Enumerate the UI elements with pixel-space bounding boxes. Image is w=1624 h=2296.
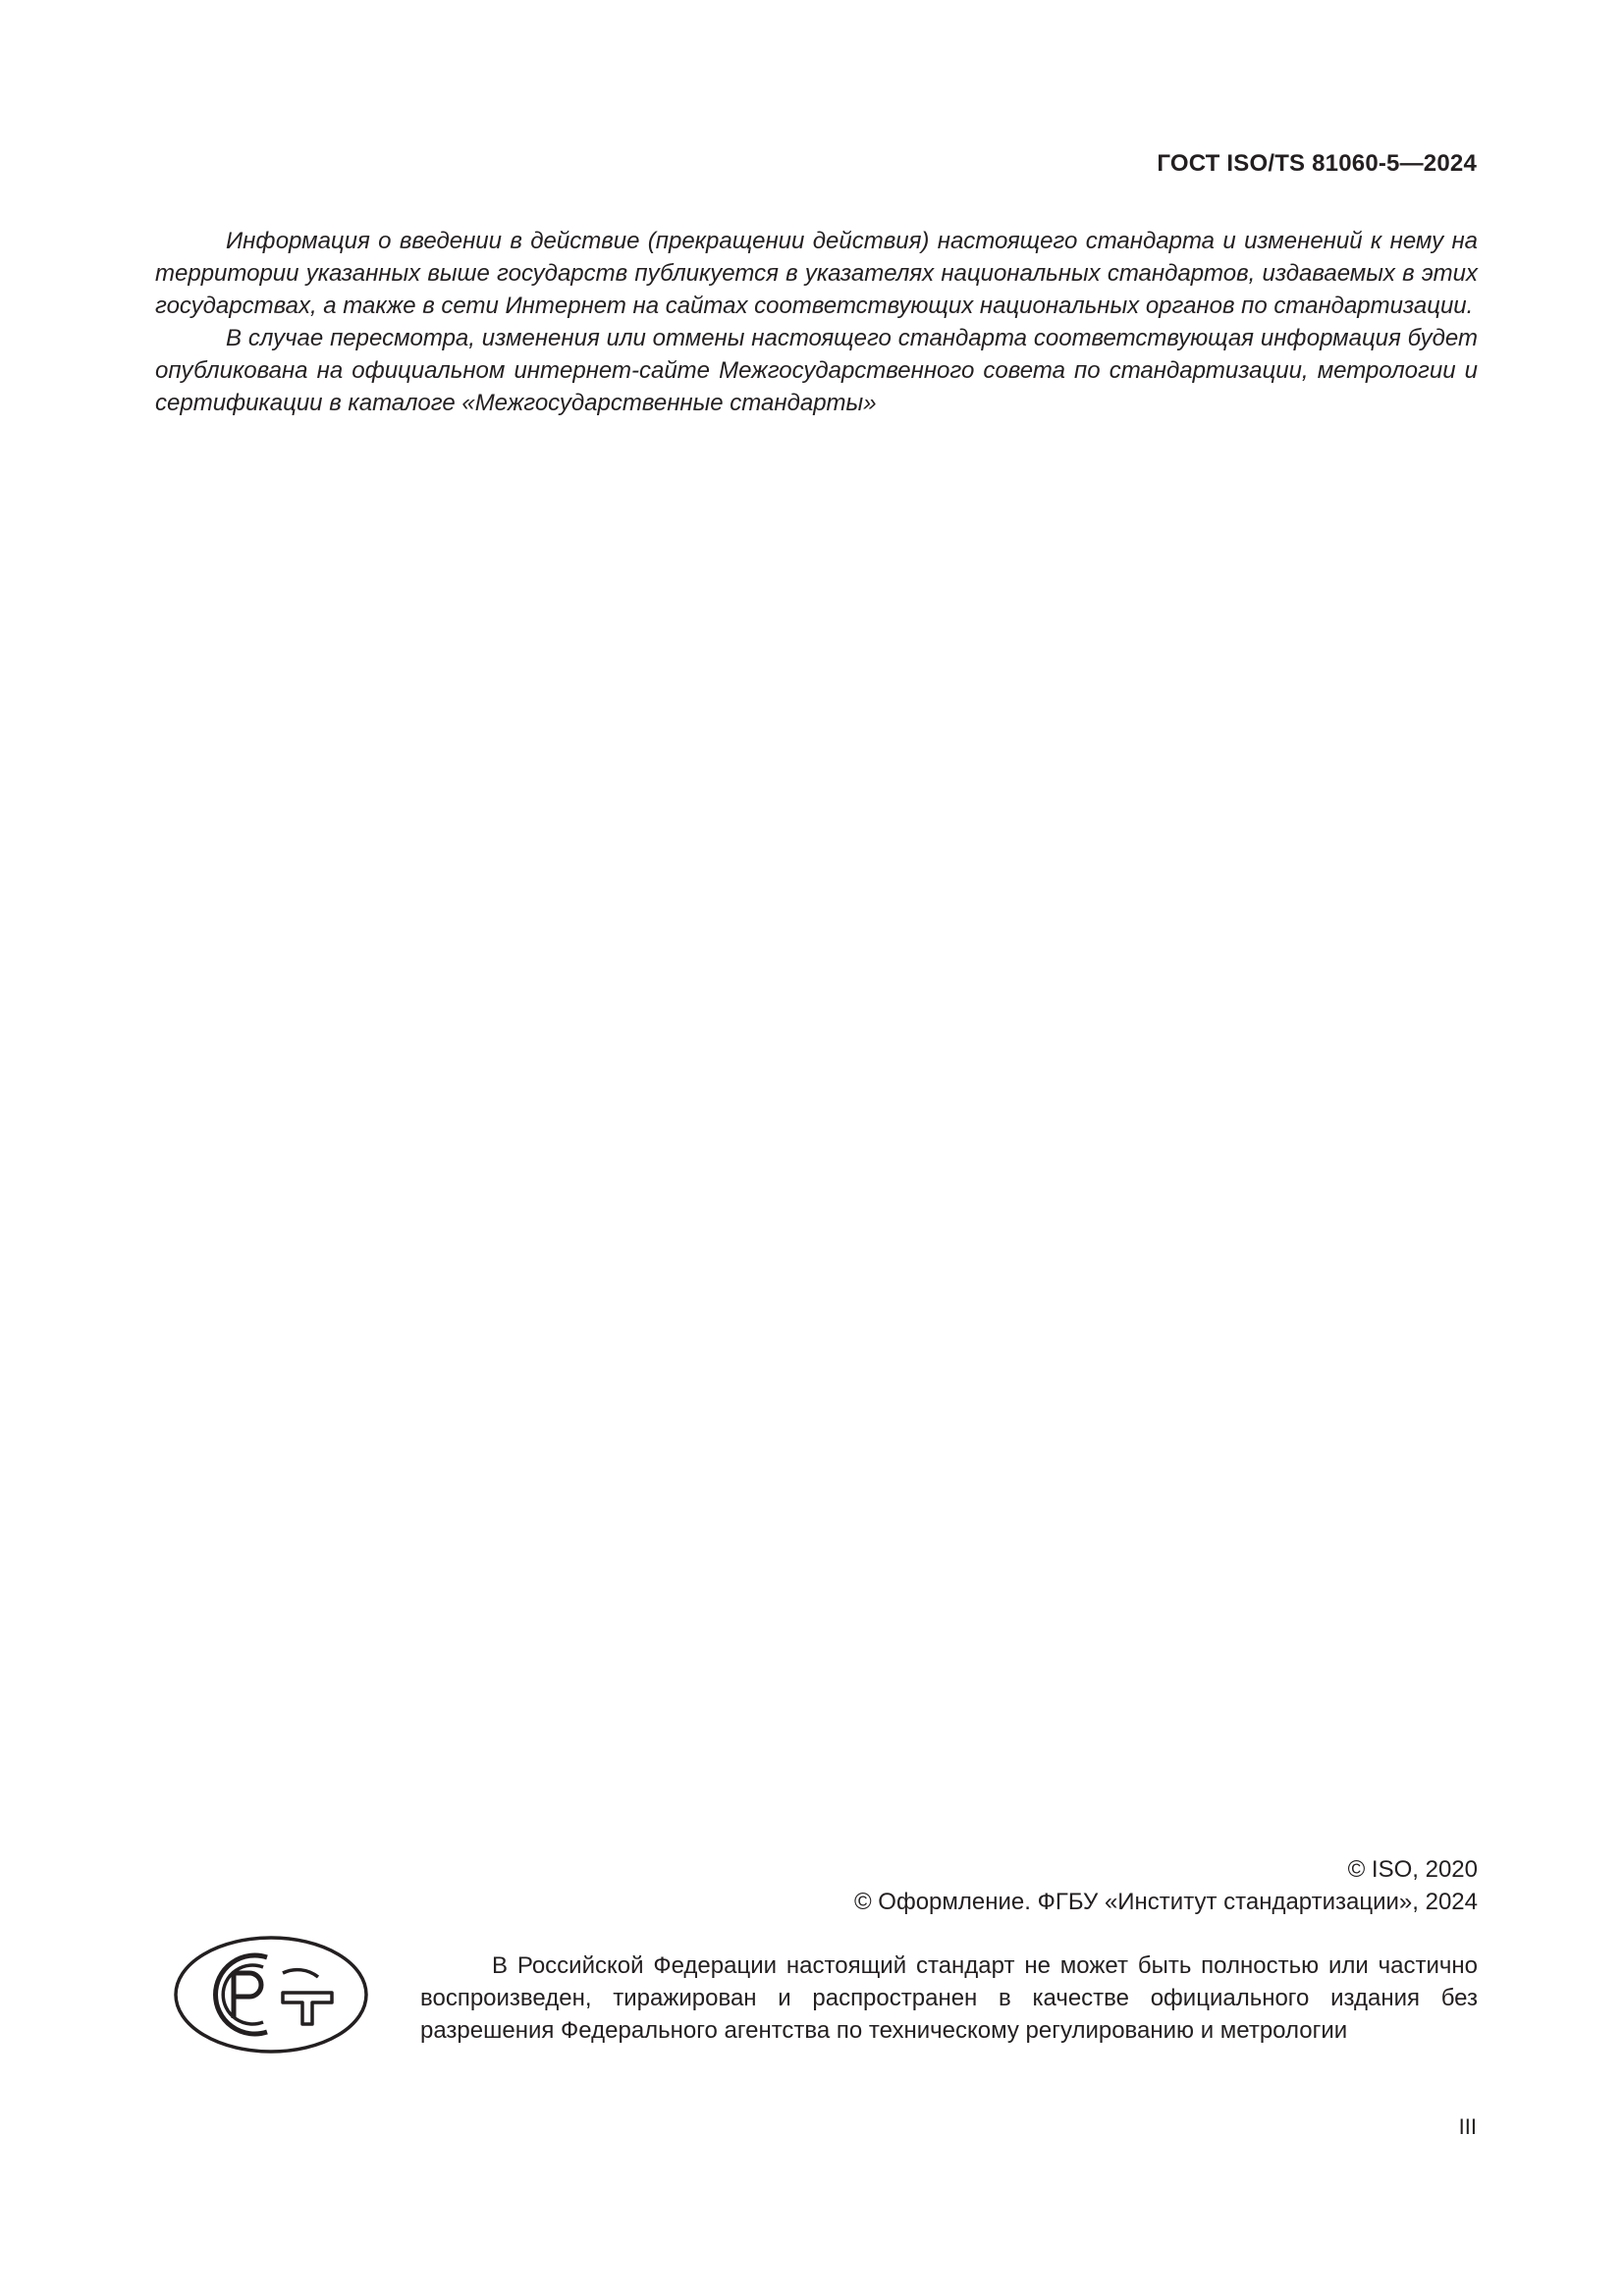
body-text: [155, 225, 1478, 419]
copyright-block: [854, 1853, 1478, 1918]
copyright-iso: © ISO, 2020: [1347, 1856, 1478, 1883]
document-code-header: ГОСТ ISO/TS 81060-5—2024: [1157, 150, 1477, 177]
legal-notice: [420, 1949, 1478, 2047]
page-number: III: [1458, 2114, 1477, 2139]
paragraph-effectivity-info: Информация о введении в действие (прекращении действия) настоящего стандарта и изменений к нему на территории указанных выше государств публикуется в указателях национальных стандартов, издаваемых в этих государствах, а также в сети Интернет на сайтах соответствующих национальных органов по стандартизации.: [155, 228, 1478, 319]
legal-notice-text: В Российской Федерации настоящий стандарт не может быть полностью или частично воспроизведен, тиражирован и распространен в качестве официального издания без разрешения Федерального агентства по техническому регулированию и метрологии: [420, 1952, 1478, 2044]
copyright-design: © Оформление. ФГБУ «Институт стандартизации», 2024: [853, 1889, 1478, 1915]
rst-certification-logo-icon: [173, 1934, 369, 2056]
paragraph-revision-info: В случае пересмотра, изменения или отмены настоящего стандарта соответствующая информация будет опубликована на официальном интернет-сайте Межгосударственного совета по стандартизации, метрологии и сертификации в каталоге «Межгосударственные стандарты»: [155, 325, 1478, 416]
